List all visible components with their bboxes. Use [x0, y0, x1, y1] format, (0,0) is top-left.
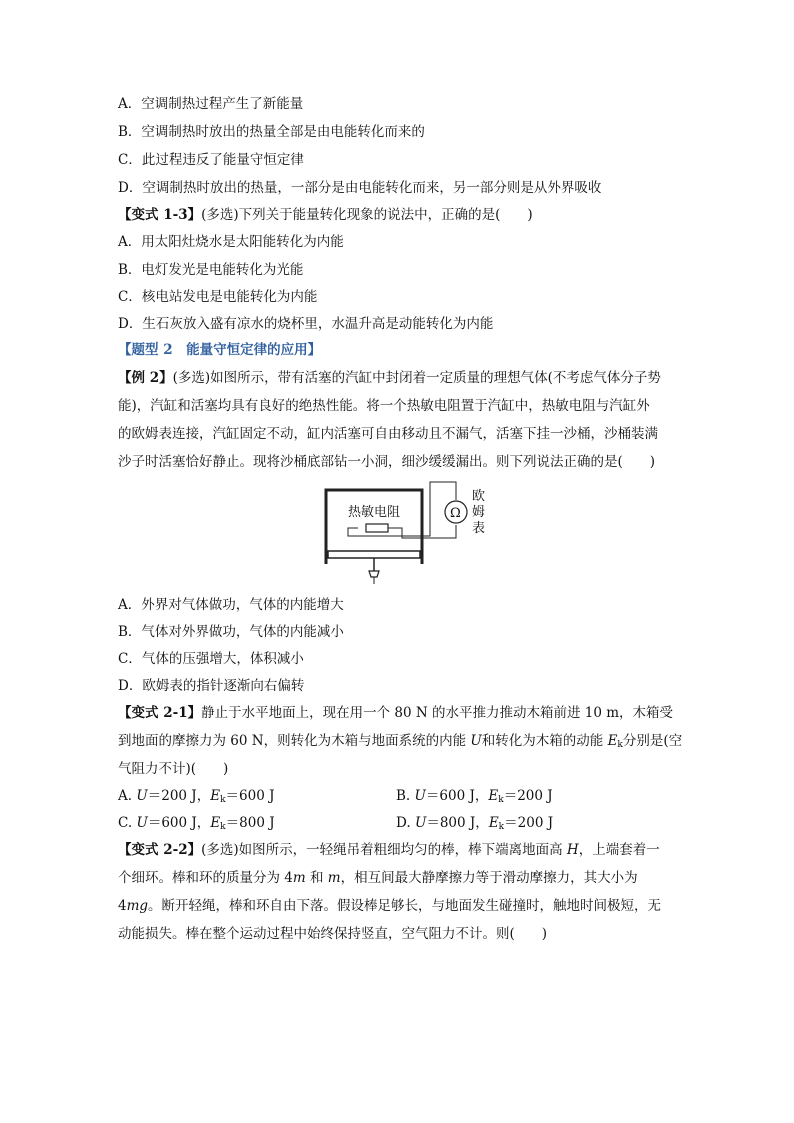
opt-c-u: U	[136, 815, 148, 831]
variant-2-1-text-2b: 和转化为木箱的动能	[481, 733, 608, 749]
opt-a-prefix: A.	[118, 788, 137, 804]
opt-d-text: ＝800 J，	[426, 815, 489, 831]
variant-1-3-option-b: B．电灯发光是电能转化为光能	[118, 262, 304, 278]
opt-c-tail: ＝800 J	[225, 815, 275, 831]
ohm-icon: Ω	[450, 506, 461, 521]
variant-1-3-tag: 【变式 1-3】	[118, 207, 202, 223]
variant-2-2-text-1b: ，上端套着一	[578, 842, 660, 858]
example-2-line-3: 的欧姆表连接，汽缸固定不动，缸内活塞可自由移动且不漏气，活塞下挂一沙桶，沙桶装满	[118, 426, 658, 442]
meter-label-3: 表	[472, 521, 486, 536]
variant-2-1-tag: 【变式 2-1】	[118, 705, 202, 721]
opt-c-prefix: C.	[118, 815, 137, 831]
thermistor	[366, 524, 388, 532]
variant-2-2-tag: 【变式 2-2】	[118, 842, 202, 858]
opt-b-text: ＝600 J，	[425, 788, 489, 804]
example-2-option-a: A．外界对气体做功，气体的内能增大	[118, 597, 344, 613]
meter-label-2: 姆	[472, 505, 486, 520]
var-m1: m	[292, 870, 306, 886]
opt-a-tail: ＝600 J	[225, 788, 275, 804]
variant-2-2-line-3	[118, 897, 661, 915]
option-a: A．空调制热过程产生了新能量	[118, 96, 304, 112]
option-b: B．空调制热时放出的热量全部是由电能转化而来的	[118, 124, 425, 140]
opt-d-tail: ＝200 J	[504, 815, 554, 831]
variant-2-2-text-1a: (多选)如图所示，一轻绳吊着粗细均匀的棒，棒下端离地面高	[201, 842, 567, 858]
variant-2-1-option-c	[118, 814, 275, 836]
opt-a-text: ＝200 J，	[147, 788, 211, 804]
variant-2-1-text-2a: 到地面的摩擦力为 60 N，则转化为木箱与地面系统的内能	[118, 733, 471, 749]
example-2-line-1	[118, 369, 661, 387]
example-2-line-2: 能)，汽缸和活塞均具有良好的绝热性能。将一个热敏电阻置于汽缸中，热敏电阻与汽缸外	[118, 398, 650, 414]
variant-1-3-option-c: C．核电站发电是电能转化为内能	[118, 289, 318, 305]
variant-2-1-line-2	[118, 732, 682, 754]
topic-2-heading	[118, 341, 321, 359]
variant-2-2-text-3a: 4	[118, 898, 127, 914]
example-2-tag: 【例 2】	[118, 370, 173, 386]
variant-1-3-text: (多选)下列关于能量转化现象的说法中，正确的是( )	[201, 207, 533, 223]
opt-b-prefix: B.	[396, 788, 415, 804]
option-d: D．空调制热时放出的热量，一部分是由电能转化而来，另一部分则是从外界吸收	[118, 180, 602, 196]
var-h: H	[566, 842, 579, 858]
variant-1-3-option-a: A．用太阳灶烧水是太阳能转化为内能	[118, 234, 344, 250]
variant-2-1-option-b	[396, 787, 553, 809]
example-2-text-1: (多选)如图所示，带有活塞的汽缸中封闭着一定质量的理想气体(不考虑气体分子势	[172, 370, 661, 386]
opt-d-u: U	[414, 815, 427, 831]
variant-2-2-text-3b: 。断开轻绳，棒和环自由下落。假设棒足够长，与地面发生碰撞时，触地时间极短，无	[148, 898, 662, 914]
cylinder-ohmmeter-figure	[318, 478, 498, 590]
topic-2-title: 【题型 2 能量守恒定律的应用】	[118, 342, 322, 358]
variant-1-3-question	[118, 206, 533, 224]
variant-2-1-option-d	[396, 814, 553, 836]
example-2-option-c: C．气体的压强增大，体积减小	[118, 651, 304, 667]
variant-2-2-line-4: 动能损失。棒在整个运动过程中始终保持竖直，空气阻力不计。则( )	[118, 926, 548, 942]
var-e: E	[607, 733, 618, 749]
variant-2-1-text-2c: 分别是(空	[622, 733, 683, 749]
variant-2-2-text-2c: ，相互间最大静摩擦力等于滑动摩擦力，其大小为	[340, 870, 638, 886]
variant-2-1-option-a	[118, 787, 275, 809]
variant-2-1-line-3: 气阻力不计)( )	[118, 761, 229, 777]
variant-2-2-text-2b: 和	[305, 870, 328, 886]
opt-c-e: E	[210, 815, 221, 831]
opt-b-e: E	[488, 788, 499, 804]
opt-d-k: k	[498, 822, 505, 832]
opt-b-u: U	[414, 788, 426, 804]
meter-label-1: 欧	[472, 489, 486, 504]
variant-2-2-line-1	[118, 841, 660, 859]
opt-a-e: E	[210, 788, 221, 804]
var-mg: mg	[126, 898, 149, 914]
example-2-line-4: 沙子时活塞恰好静止。现将沙桶底部钻一小洞，细沙缓缓漏出。则下列说法正确的是( )	[118, 454, 656, 470]
variant-2-2-line-2	[118, 869, 638, 887]
opt-b-tail: ＝200 J	[503, 788, 553, 804]
opt-d-e: E	[488, 815, 499, 831]
opt-c-text: ＝600 J，	[147, 815, 211, 831]
piston	[328, 551, 420, 558]
example-2-option-d: D．欧姆表的指针逐渐向右偏转	[118, 678, 305, 694]
var-k: k	[617, 740, 623, 750]
example-2-option-b: B．气体对外界做功，气体的内能减小	[118, 624, 344, 640]
opt-a-u: U	[136, 788, 148, 804]
option-c: C．此过程违反了能量守恒定律	[118, 152, 304, 168]
variant-2-1-line-1	[118, 704, 673, 722]
variant-2-2-text-2a: 个细环。棒和环的质量分为 4	[118, 870, 293, 886]
variant-1-3-option-d: D．生石灰放入盛有凉水的烧杯里，水温升高是动能转化为内能	[118, 316, 494, 332]
sand-bucket	[369, 571, 379, 577]
opt-d-prefix: D.	[396, 815, 415, 831]
thermistor-label: 热敏电阻	[348, 505, 401, 520]
opt-c-k: k	[220, 822, 226, 832]
opt-a-k: k	[220, 795, 226, 805]
var-m2: m	[327, 870, 341, 886]
var-u: U	[470, 733, 482, 749]
variant-2-1-text-1: 静止于水平地面上，现在用一个 80 N 的水平推力推动木箱前进 10 m，木箱受	[201, 705, 674, 721]
opt-b-k: k	[498, 795, 504, 805]
